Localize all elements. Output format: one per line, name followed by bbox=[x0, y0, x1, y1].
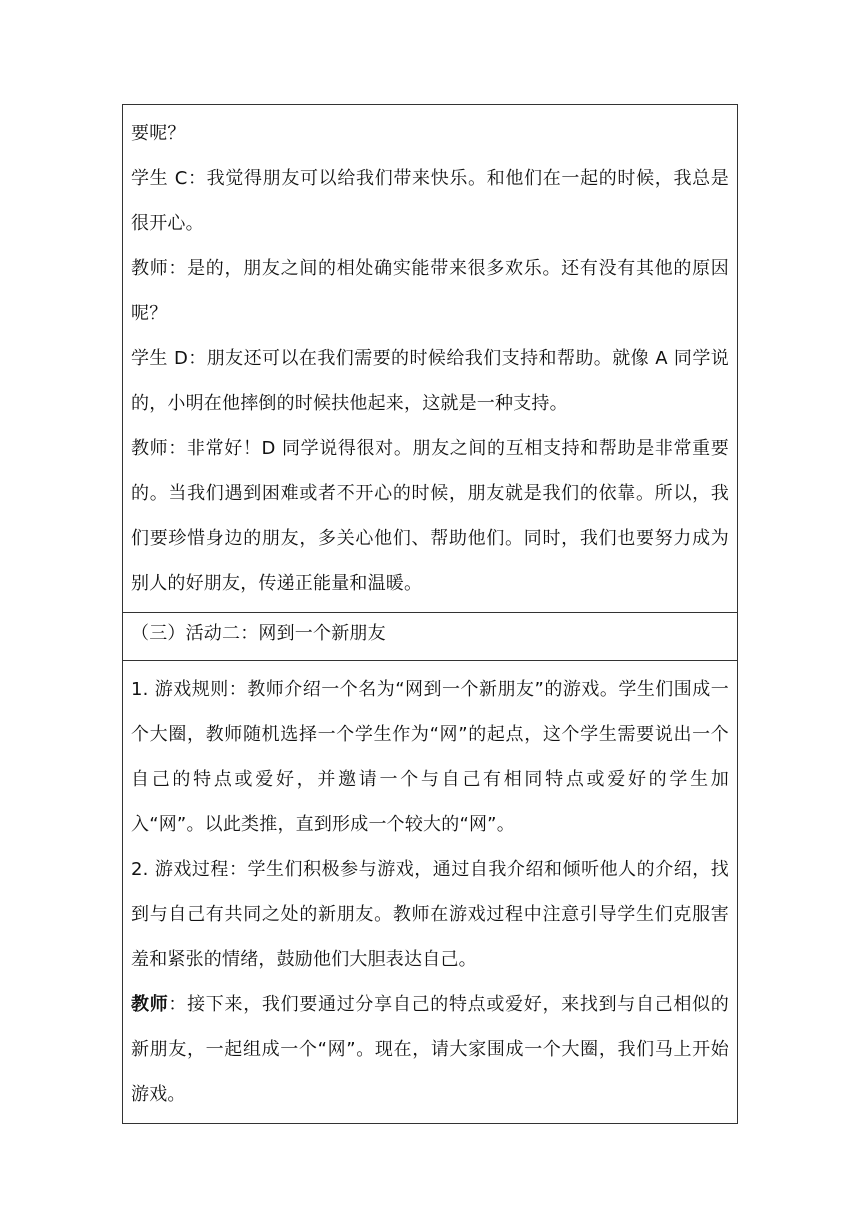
teacher-label: 教师 bbox=[131, 994, 169, 1015]
paragraph-teacher-reply-2: 教师：非常好！D 同学说得很对。朋友之间的互相支持和帮助是非常重要的。当我们遇到困难或者不开心的时候，朋友就是我们的依靠。所以，我们要珍惜身边的朋友，多关心他们、帮助他们。同时，我们也要努力成为别人的好朋友，传递正能量和温暖。 bbox=[131, 438, 729, 594]
discussion-cell bbox=[123, 105, 738, 613]
lesson-plan-table bbox=[122, 104, 738, 1124]
activity-content-cell bbox=[123, 661, 738, 1124]
teacher-instruction-paragraph bbox=[131, 982, 729, 1117]
paragraph-teacher-reply-1: 教师：是的，朋友之间的相处确实能带来很多欢乐。还有没有其他的原因呢？ bbox=[131, 258, 729, 324]
activity-heading-cell bbox=[123, 613, 738, 661]
table-row bbox=[123, 661, 738, 1124]
table-row bbox=[123, 105, 738, 613]
teacher-instruction-text: ：接下来，我们要通过分享自己的特点或爱好，来找到与自己相似的新朋友，一起组成一个“网”。现在，请大家围成一个大圈，我们马上开始游戏。 bbox=[131, 994, 729, 1105]
game-process-paragraph: 2. 游戏过程：学生们积极参与游戏，通过自我介绍和倾听他人的介绍，找到与自己有共同之处的新朋友。教师在游戏过程中注意引导学生们克服害羞和紧张的情绪，鼓励他们大胆表达自己。 bbox=[131, 859, 729, 970]
paragraph-student-c: 学生 C：我觉得朋友可以给我们带来快乐。和他们在一起的时候，我总是很开心。 bbox=[131, 168, 729, 234]
paragraph-student-d: 学生 D：朋友还可以在我们需要的时候给我们支持和帮助。就像 A 同学说的，小明在他摔倒的时候扶他起来，这就是一种支持。 bbox=[131, 348, 729, 414]
activity-heading: （三）活动二：网到一个新朋友 bbox=[131, 623, 386, 644]
paragraph-continuation: 要呢？ bbox=[131, 123, 186, 144]
table-row bbox=[123, 613, 738, 661]
game-rules-paragraph: 1. 游戏规则：教师介绍一个名为“网到一个新朋友”的游戏。学生们围成一个大圈，教师随机选择一个学生作为“网”的起点，这个学生需要说出一个自己的特点或爱好，并邀请一个与自己有相同特点或爱好的学生加入“网”。以此类推，直到形成一个较大的“网”。 bbox=[131, 679, 729, 835]
